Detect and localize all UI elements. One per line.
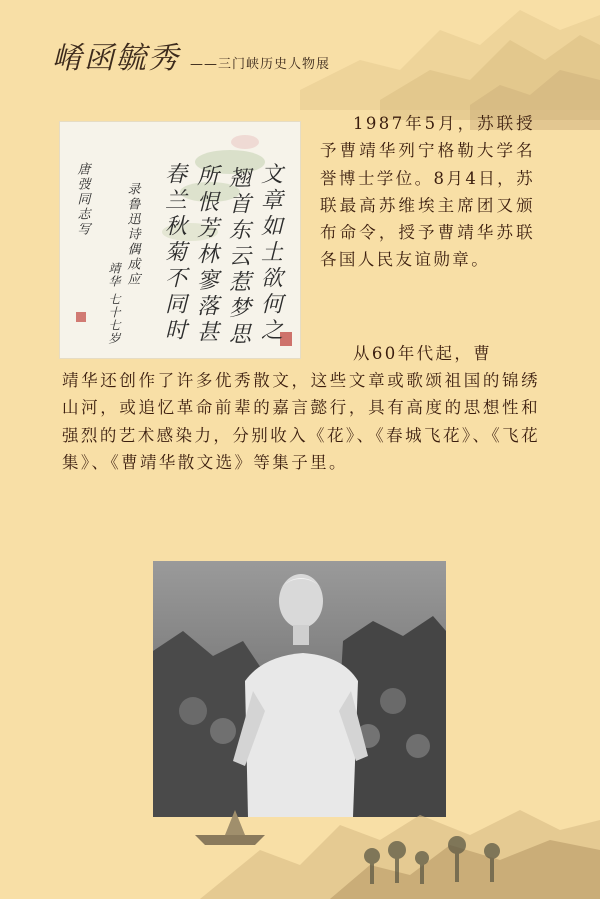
portrait-painting [153, 561, 446, 817]
calligraphy-column: 翘首东云惹梦思 [225, 166, 251, 348]
exhibition-title: 崤函毓秀 [52, 41, 180, 76]
mountain-landscape-bottom [0, 790, 600, 899]
boat-icon [195, 835, 265, 845]
calligraphy-artwork [60, 122, 300, 358]
calligraphy-column: 春兰秋菊不同时 [161, 162, 187, 344]
paragraph-2-continued: 靖华还创作了许多优秀散文，这些文章或歌颂祖国的锦绣山河，或追忆革命前辈的嘉言懿行，具有高度的思想性和强烈的艺术感染力，分别收入《花》、《春城飞花》、《飞花集》、《曹靖华散文选》等集子里。 [62, 371, 540, 472]
calligraphy-column: 所恨芳林寥落甚 [193, 164, 219, 346]
calligraphy-inscription: 靖华 七十七岁 [107, 262, 121, 345]
calligraphy-inscription: 录鲁迅诗偶成应 [124, 182, 140, 287]
calligraphy-inscription: 唐弢同志写 [74, 162, 90, 237]
page-header [52, 41, 331, 76]
paragraph-2-start: 从60年代起，曹 [353, 344, 493, 363]
exhibition-subtitle: ——三门峡历史人物展 [190, 57, 331, 72]
calligraphy-column: 文章如土欲何之 [257, 162, 283, 344]
paragraph-1: 1987年5月，苏联授予曹靖华列宁格勒大学名誉博士学位。8月4日，苏联最高苏维埃主席团又颁布命令，授予曹靖华苏联各国人民友谊勋章。 [320, 114, 535, 270]
